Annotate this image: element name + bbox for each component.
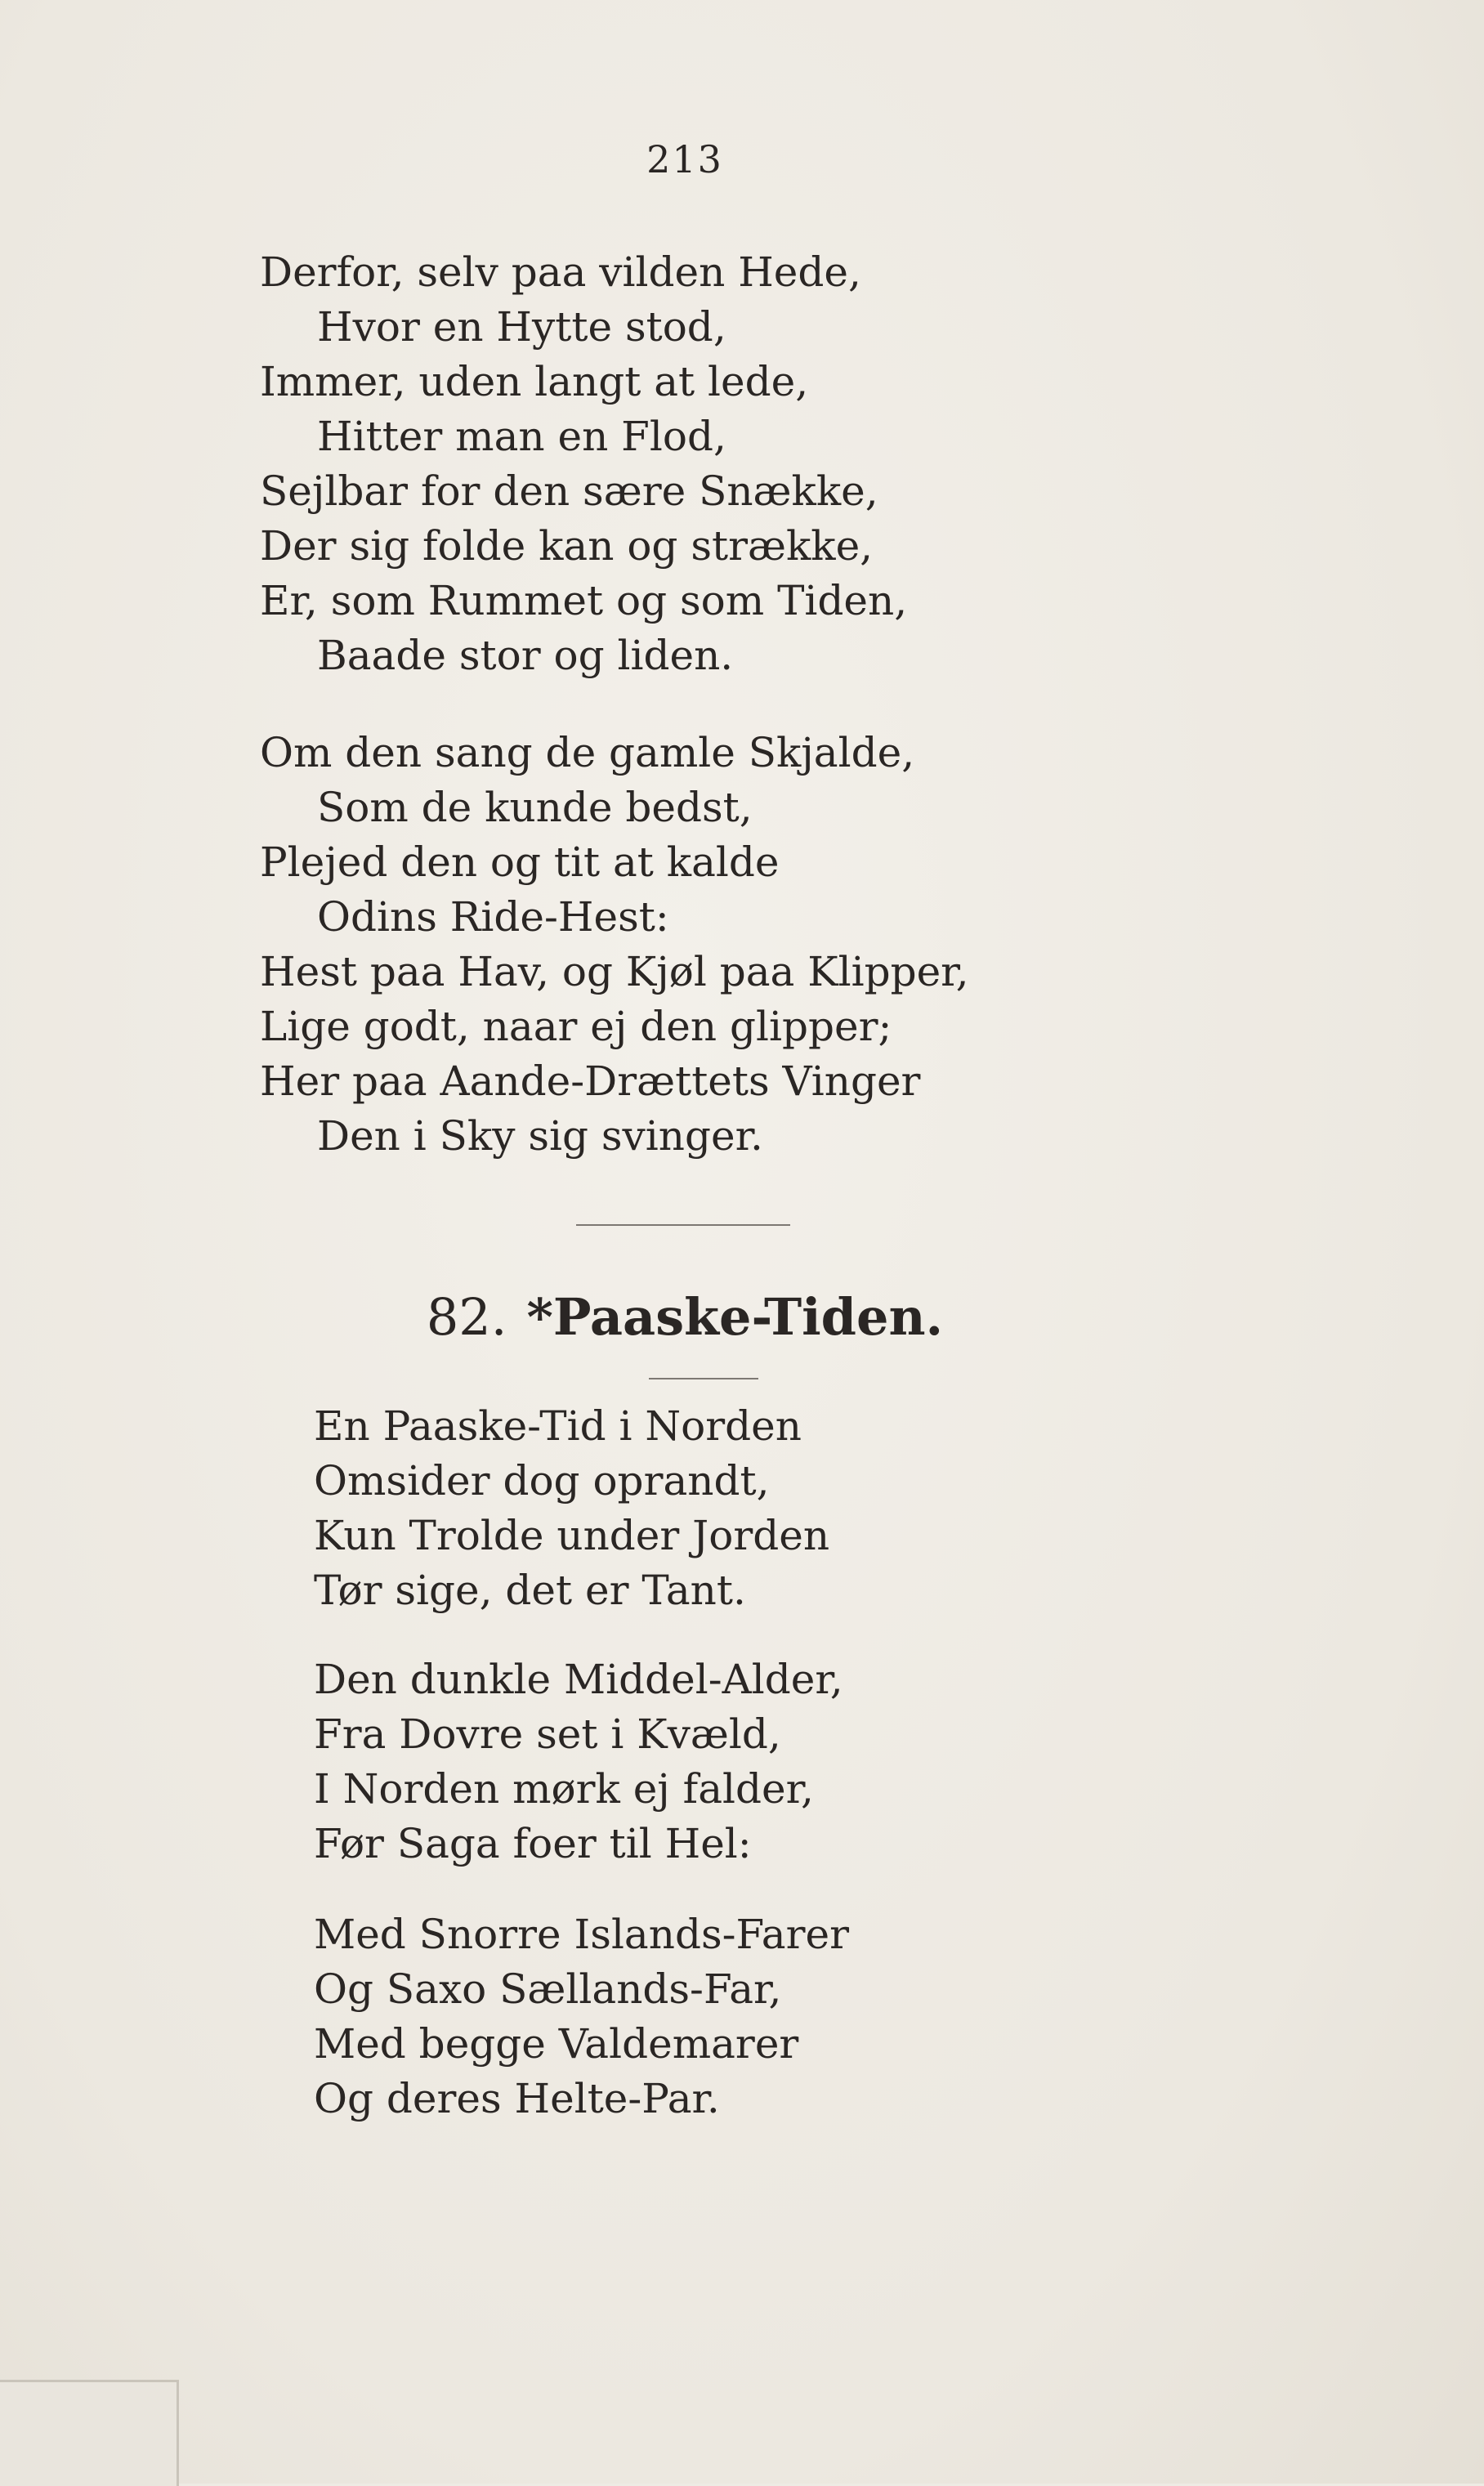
verse-line: Immer, uden langt at lede, <box>260 358 809 405</box>
verse-line: Er, som Rummet og som Tiden, <box>260 577 908 624</box>
stanza <box>314 1652 843 1871</box>
verse-line: Hitter man en Flod, <box>317 413 726 460</box>
stanza <box>260 726 968 1164</box>
scan-corner-mark <box>0 2380 179 2486</box>
verse-line: Sejlbar for den sære Snække, <box>260 467 878 515</box>
verse-line: Lige godt, naar ej den glipper; <box>260 1003 892 1050</box>
verse-line: Den i Sky sig svinger. <box>317 1112 763 1160</box>
verse-line: Baade stor og liden. <box>317 632 734 679</box>
verse-line: I Norden mørk ej falder, <box>314 1765 814 1813</box>
poem-title: *Paaske-Tiden. <box>526 1287 944 1347</box>
verse-line: En Paaske-Tid i Norden <box>314 1402 802 1450</box>
verse-line: Og Saxo Sællands-Far, <box>314 1965 782 2013</box>
poem-heading <box>0 1285 1370 1350</box>
verse-line: Kun Trolde under Jorden <box>314 1512 830 1559</box>
page-number: 213 <box>646 137 723 181</box>
verse-line: Med begge Valdemarer <box>314 2020 799 2068</box>
verse-line: Tør sige, det er Tant. <box>314 1567 746 1614</box>
verse-line: Hest paa Hav, og Kjøl paa Klipper, <box>260 948 969 995</box>
verse-line: Den dunkle Middel-Alder, <box>314 1656 843 1703</box>
verse-line: Med Snorre Islands-Farer <box>314 1911 850 1958</box>
verse-line: Odins Ride-Hest: <box>317 893 669 941</box>
verse-line: Om den sang de gamle Skjalde, <box>260 729 915 776</box>
verse-line: Derfor, selv paa vilden Hede, <box>260 248 861 296</box>
verse-line: Før Saga foer til Hel: <box>314 1820 752 1867</box>
verse-line: Fra Dovre set i Kvæld, <box>314 1710 781 1758</box>
verse-line: Omsider dog oprandt, <box>314 1457 770 1505</box>
stanza <box>314 1399 829 1618</box>
verse-line: Som de kunde bedst, <box>317 784 753 831</box>
verse-line: Og deres Helte-Par. <box>314 2075 720 2122</box>
poem-number: 82. <box>426 1287 507 1347</box>
verse-line: Hvor en Hytte stod, <box>317 303 726 351</box>
section-divider <box>576 1224 790 1226</box>
stanza <box>260 245 907 683</box>
verse-line: Her paa Aande-Drættets Vinger <box>260 1057 921 1105</box>
verse-line: Plejed den og tit at kalde <box>260 838 780 886</box>
title-underline <box>649 1378 758 1379</box>
stanza <box>314 1907 849 2126</box>
verse-line: Der sig folde kan og strække, <box>260 522 874 570</box>
